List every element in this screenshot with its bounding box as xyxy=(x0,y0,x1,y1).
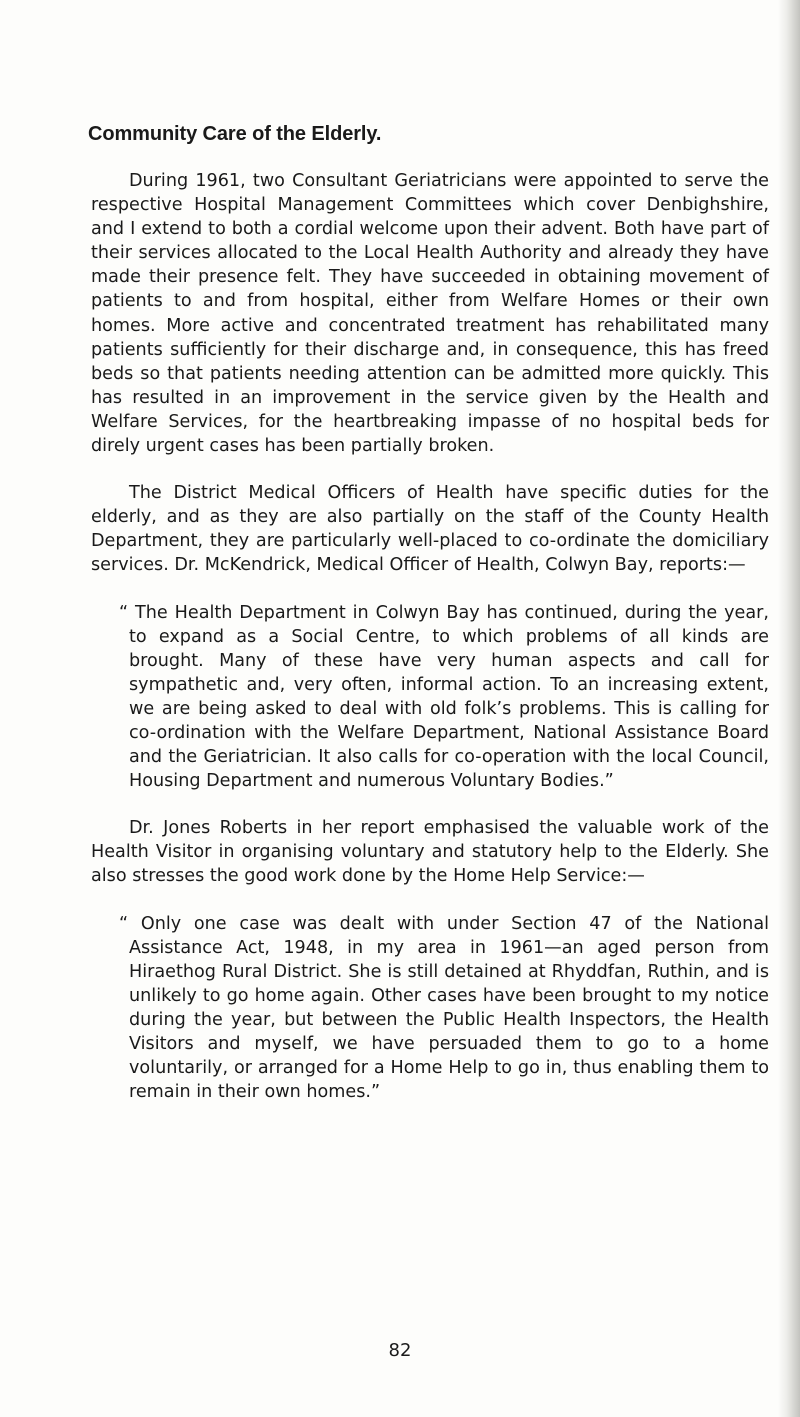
paragraph-district-officers: The District Medical Officers of Health have specific duties for the elderly, and as they are also partially on the staff of the County Health Department, they are particularly well-placed to co-ordinate the domiciliary services. Dr. McKendrick, Medical Officer of Health, Colwyn Bay, reports:— xyxy=(91,483,769,576)
page-number: 82 xyxy=(388,1340,412,1361)
page-content xyxy=(88,122,769,1127)
page-edge-shadow xyxy=(778,0,800,1417)
quote-colwyn-bay: “ The Health Department in Colwyn Bay has continued, during the year, to expand as a Social Centre, to which problems of all kinds are brought. Many of these have very human aspects and call for sympathetic and, very often, informal action. To an increasing extent, we are being asked to deal with old folk’s problems. This is calling for co-ordination with the Welfare Department, National Assistance Board and the Geriatrician. It also calls for co-operation with the local Council, Housing Department and numerous Voluntary Bodies.” xyxy=(119,602,769,792)
paragraph-geriatricians: During 1961, two Consultant Geriatricians were appointed to serve the respective Hospital Management Committees which cover Denbighshire, and I extend to both a cordial welcome upon their advent. Both have part of their services allocated to the Local Health Authority and already they have made their presence felt. They have succeeded in obtaining movement of patients to and from hospital, either from Welfare Homes or their own homes. More active and concentrated treatment has rehabilitated many patients sufficiently for their discharge and, in consequence, this has freed beds so that patients needing attention can be admitted more quickly. This has resulted in an improvement in the service given by the Health and Welfare Services, for the heartbreaking impasse of no hospital beds for direly urgent cases has been partially broken. xyxy=(91,171,769,457)
section-heading: Community Care of the Elderly. xyxy=(88,123,382,145)
paragraph-jones-roberts: Dr. Jones Roberts in her report emphasised the valuable work of the Health Visitor in organising voluntary and statutory help to the Elderly. She also stresses the good work done by the Home Help Service:— xyxy=(91,818,769,887)
quote-section-47: “ Only one case was dealt with under Section 47 of the National Assistance Act, 1948, in my area in 1961—an aged person from Hiraethog Rural District. She is still detained at Rhyddfan, Ruthin, and is unlikely to go home again. Other cases have been brought to my notice during the year, but between the Public Health Inspectors, the Health Visitors and myself, we have persuaded them to go to a home voluntarily, or arranged for a Home Help to go in, thus enabling them to remain in their own homes.” xyxy=(119,913,769,1103)
